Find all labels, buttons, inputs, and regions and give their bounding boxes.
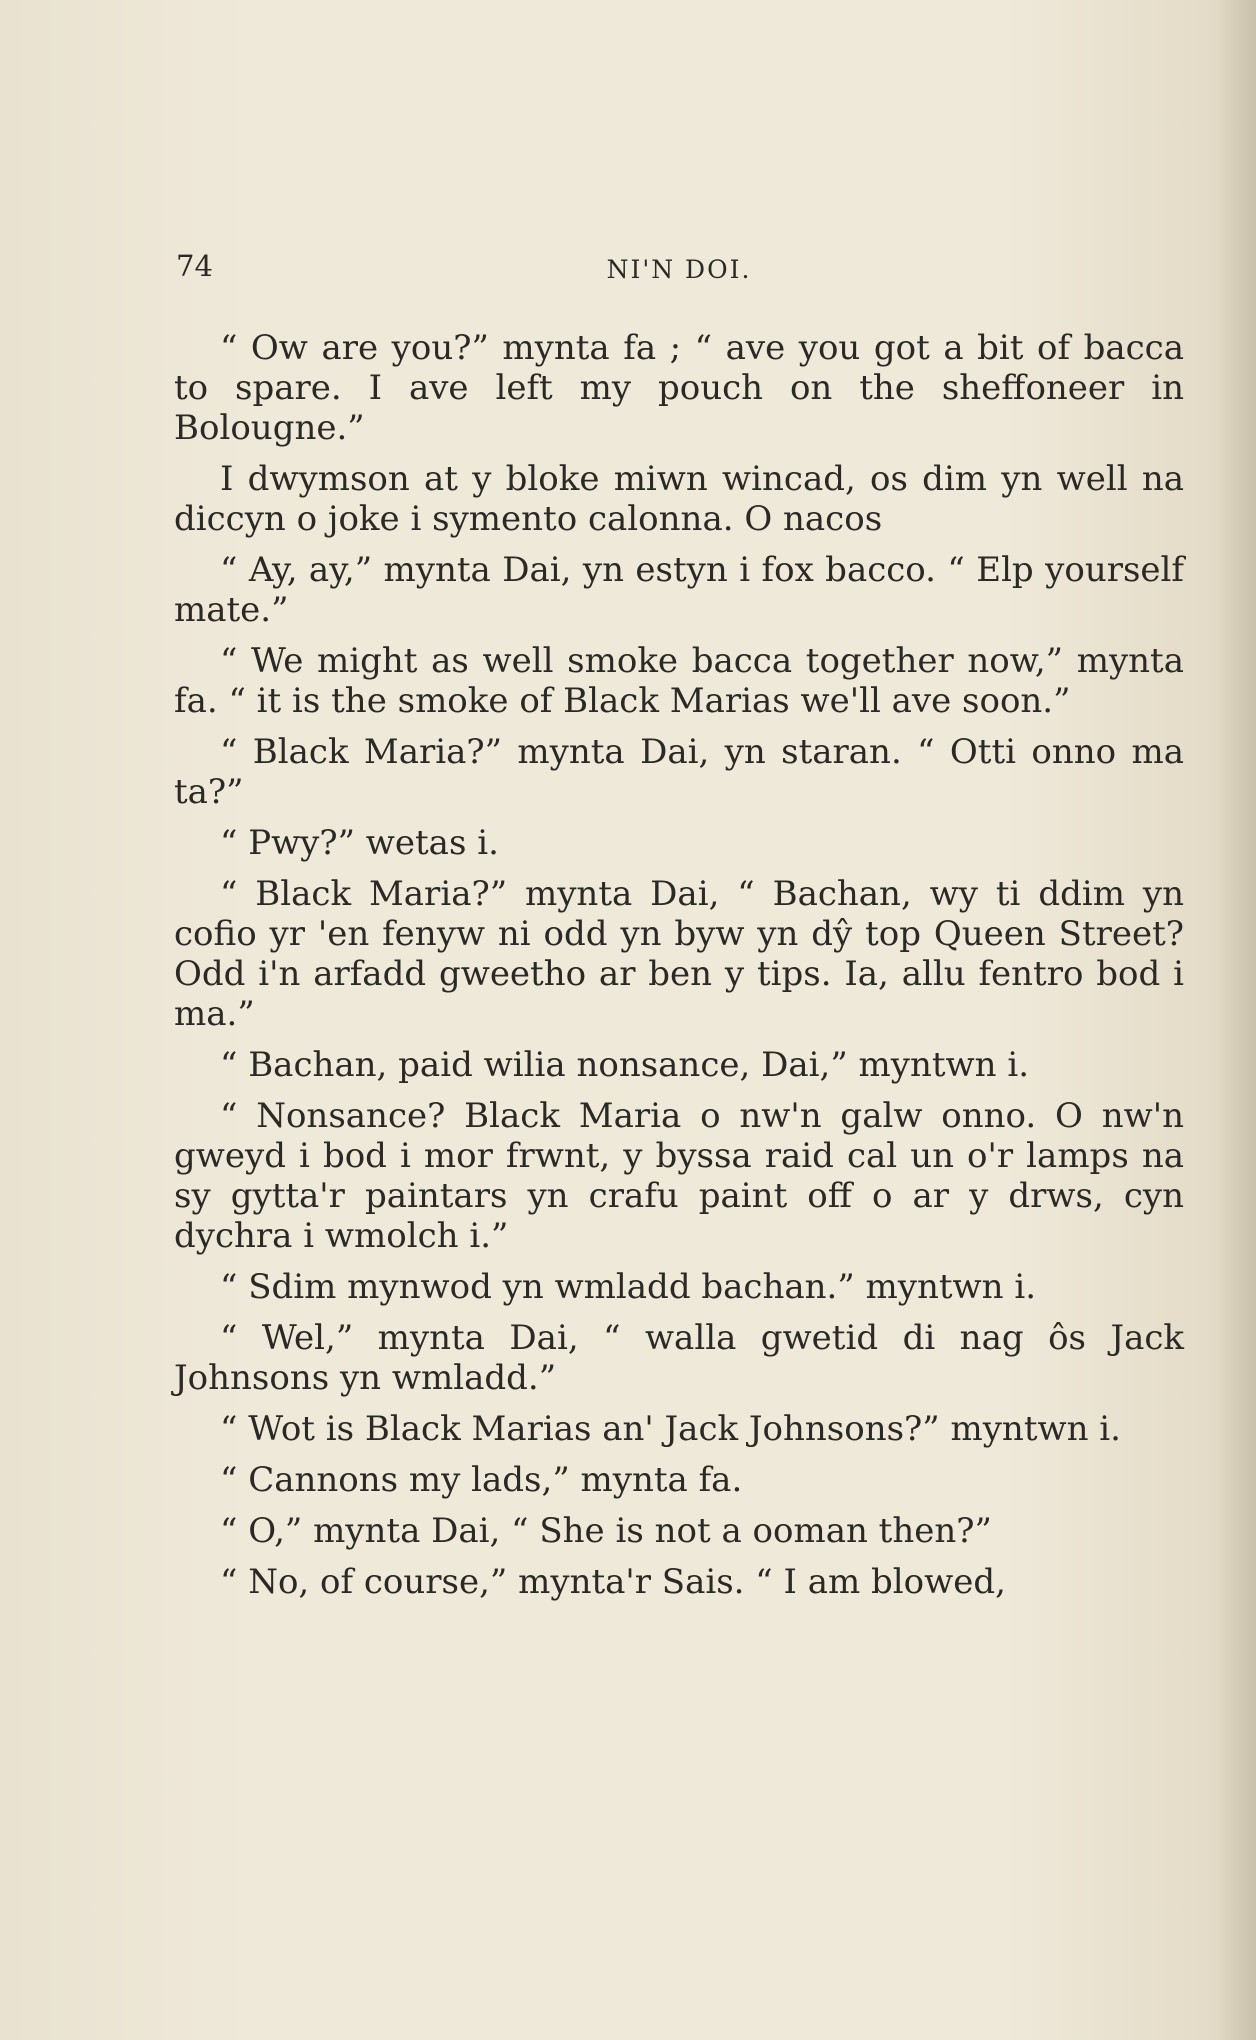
- paragraph: “ Ay, ay,” mynta Dai, yn estyn i fox bacco. “ Elp yourself mate.”: [174, 550, 1184, 630]
- paragraph: “ Wel,” mynta Dai, “ walla gwetid di nag ôs Jack Johnsons yn wmladd.”: [174, 1318, 1184, 1398]
- page-number: 74: [176, 249, 213, 283]
- paragraph: “ Sdim mynwod yn wmladd bachan.” myntwn i.: [220, 1267, 1037, 1307]
- page-edge-shadow: [1216, 0, 1256, 2040]
- paragraph: “ Bachan, paid wilia nonsance, Dai,” myntwn i.: [220, 1045, 1030, 1085]
- paragraph: “ Wot is Black Marias an' Jack Johnsons?” myntwn i.: [220, 1409, 1121, 1449]
- paragraph: “ Nonsance? Black Maria o nw'n galw onno. O nw'n gweyd i bod i mor frwnt, y byssa raid cal un o'r lamps na sy gytta'r paintars yn crafu paint off o ar y drws, cyn dychra i wmolch i.”: [174, 1096, 1184, 1256]
- paragraph: “ Black Maria?” mynta Dai, “ Bachan, wy ti ddim yn cofio yr 'en fenyw ni odd yn byw yn dŷ top Queen Street? Odd i'n arfadd gweetho ar ben y tips. Ia, allu fentro bod i ma.”: [174, 874, 1184, 1034]
- paragraph: “ We might as well smoke bacca together now,” mynta fa. “ it is the smoke of Black Marias we'll ave soon.”: [174, 641, 1184, 721]
- paragraph: “ Black Maria?” mynta Dai, yn staran. “ Otti onno ma ta?”: [174, 732, 1184, 812]
- paragraph: I dwymson at y bloke miwn wincad, os dim yn well na diccyn o joke i symento calonna. O nacos: [174, 459, 1184, 539]
- paragraph: “ Ow are you?” mynta fa ; “ ave you got a bit of bacca to spare. I ave left my pouch on the sheffoneer in Bolougne.”: [174, 328, 1184, 448]
- running-head: NI'N DOI.: [606, 255, 752, 284]
- page-header: [176, 246, 1182, 296]
- paragraph: “ No, of course,” mynta'r Sais. “ I am blowed,: [220, 1562, 1006, 1602]
- body-text: [174, 328, 1184, 1613]
- paragraph: “ O,” mynta Dai, “ She is not a ooman then?”: [220, 1511, 992, 1551]
- paragraph: “ Pwy?” wetas i.: [220, 823, 499, 863]
- paragraph: “ Cannons my lads,” mynta fa.: [220, 1460, 743, 1500]
